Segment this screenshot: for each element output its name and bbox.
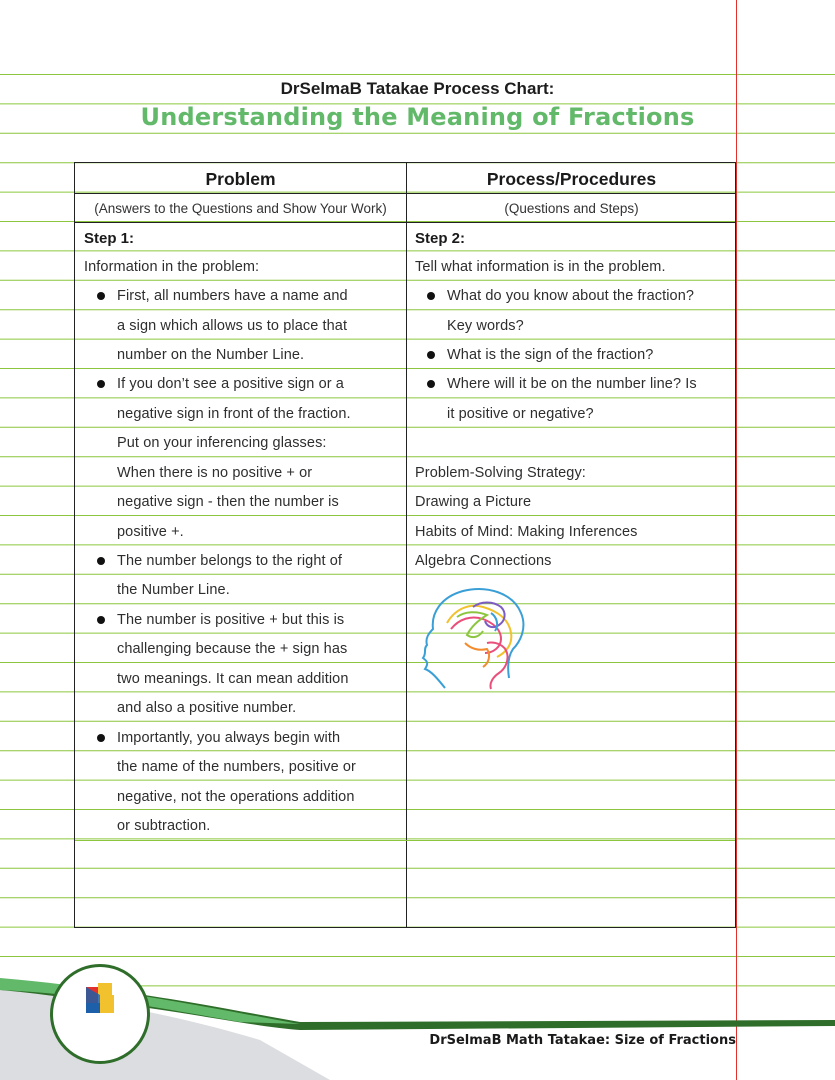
left-line: and also a positive number. <box>117 700 297 716</box>
problem-subheading: (Answers to the Questions and Show Your Work) <box>94 201 387 216</box>
process-subheading: (Questions and Steps) <box>504 201 639 216</box>
bullet-icon <box>427 351 435 359</box>
column-divider <box>406 163 407 927</box>
right-line: it positive or negative? <box>447 406 594 422</box>
right-line: Problem-Solving Strategy: <box>415 465 586 481</box>
footer-text: DrSelmaB Math Tatakae: Size of Fractions <box>429 1033 736 1048</box>
right-line: What is the sign of the fraction? <box>447 347 654 363</box>
table-divider <box>75 193 735 194</box>
step-2-label: Step 2: <box>415 230 466 247</box>
left-line: a sign which allows us to place that <box>117 318 348 334</box>
bullet-icon <box>97 557 105 565</box>
right-line: Drawing a Picture <box>415 494 532 510</box>
left-line: If you don’t see a positive sign or a <box>117 376 344 392</box>
bullet-icon <box>97 292 105 300</box>
process-heading: Process/Procedures <box>486 169 657 189</box>
right-line: Key words? <box>447 318 524 334</box>
left-line: First, all numbers have a name and <box>117 288 348 304</box>
left-line: the Number Line. <box>117 582 230 598</box>
bullet-icon <box>427 292 435 300</box>
bullet-icon <box>97 380 105 388</box>
left-line: Information in the problem: <box>84 259 260 275</box>
left-line: the name of the numbers, positive or <box>117 759 356 775</box>
logo-icon <box>50 964 150 1064</box>
left-line: negative sign - then the number is <box>117 494 339 510</box>
left-line: negative sign in front of the fraction. <box>117 406 351 422</box>
right-line: Tell what information is in the problem. <box>415 259 666 275</box>
left-line: two meanings. It can mean addition <box>117 671 349 687</box>
left-line: The number is positive + but this is <box>117 612 345 628</box>
right-line: Algebra Connections <box>415 553 552 569</box>
bullet-icon <box>97 616 105 624</box>
bullet-icon <box>427 380 435 388</box>
left-line: number on the Number Line. <box>117 347 305 363</box>
left-line: The number belongs to the right of <box>117 553 343 569</box>
left-line: Importantly, you always begin with <box>117 730 341 746</box>
brain-head-illustration <box>417 583 547 713</box>
page-title: DrSelmaB Tatakae Process Chart: <box>280 79 555 98</box>
margin-line <box>736 0 737 1080</box>
left-line: positive +. <box>117 524 184 540</box>
right-line: What do you know about the fraction? <box>447 288 695 304</box>
step-1-label: Step 1: <box>84 230 135 247</box>
left-line: negative, not the operations addition <box>117 789 355 805</box>
bullet-icon <box>97 734 105 742</box>
left-line: Put on your inferencing glasses: <box>117 435 327 451</box>
process-chart-table <box>74 162 736 928</box>
left-line: challenging because the + sign has <box>117 641 348 657</box>
right-line: Where will it be on the number line? Is <box>447 376 697 392</box>
page-subtitle: Understanding the Meaning of Fractions <box>140 103 695 131</box>
left-line: When there is no positive + or <box>117 465 313 481</box>
row-rule <box>75 840 735 841</box>
right-line: Habits of Mind: Making Inferences <box>415 524 638 540</box>
left-line: or subtraction. <box>117 818 211 834</box>
problem-heading: Problem <box>205 169 276 189</box>
table-divider <box>75 222 735 223</box>
